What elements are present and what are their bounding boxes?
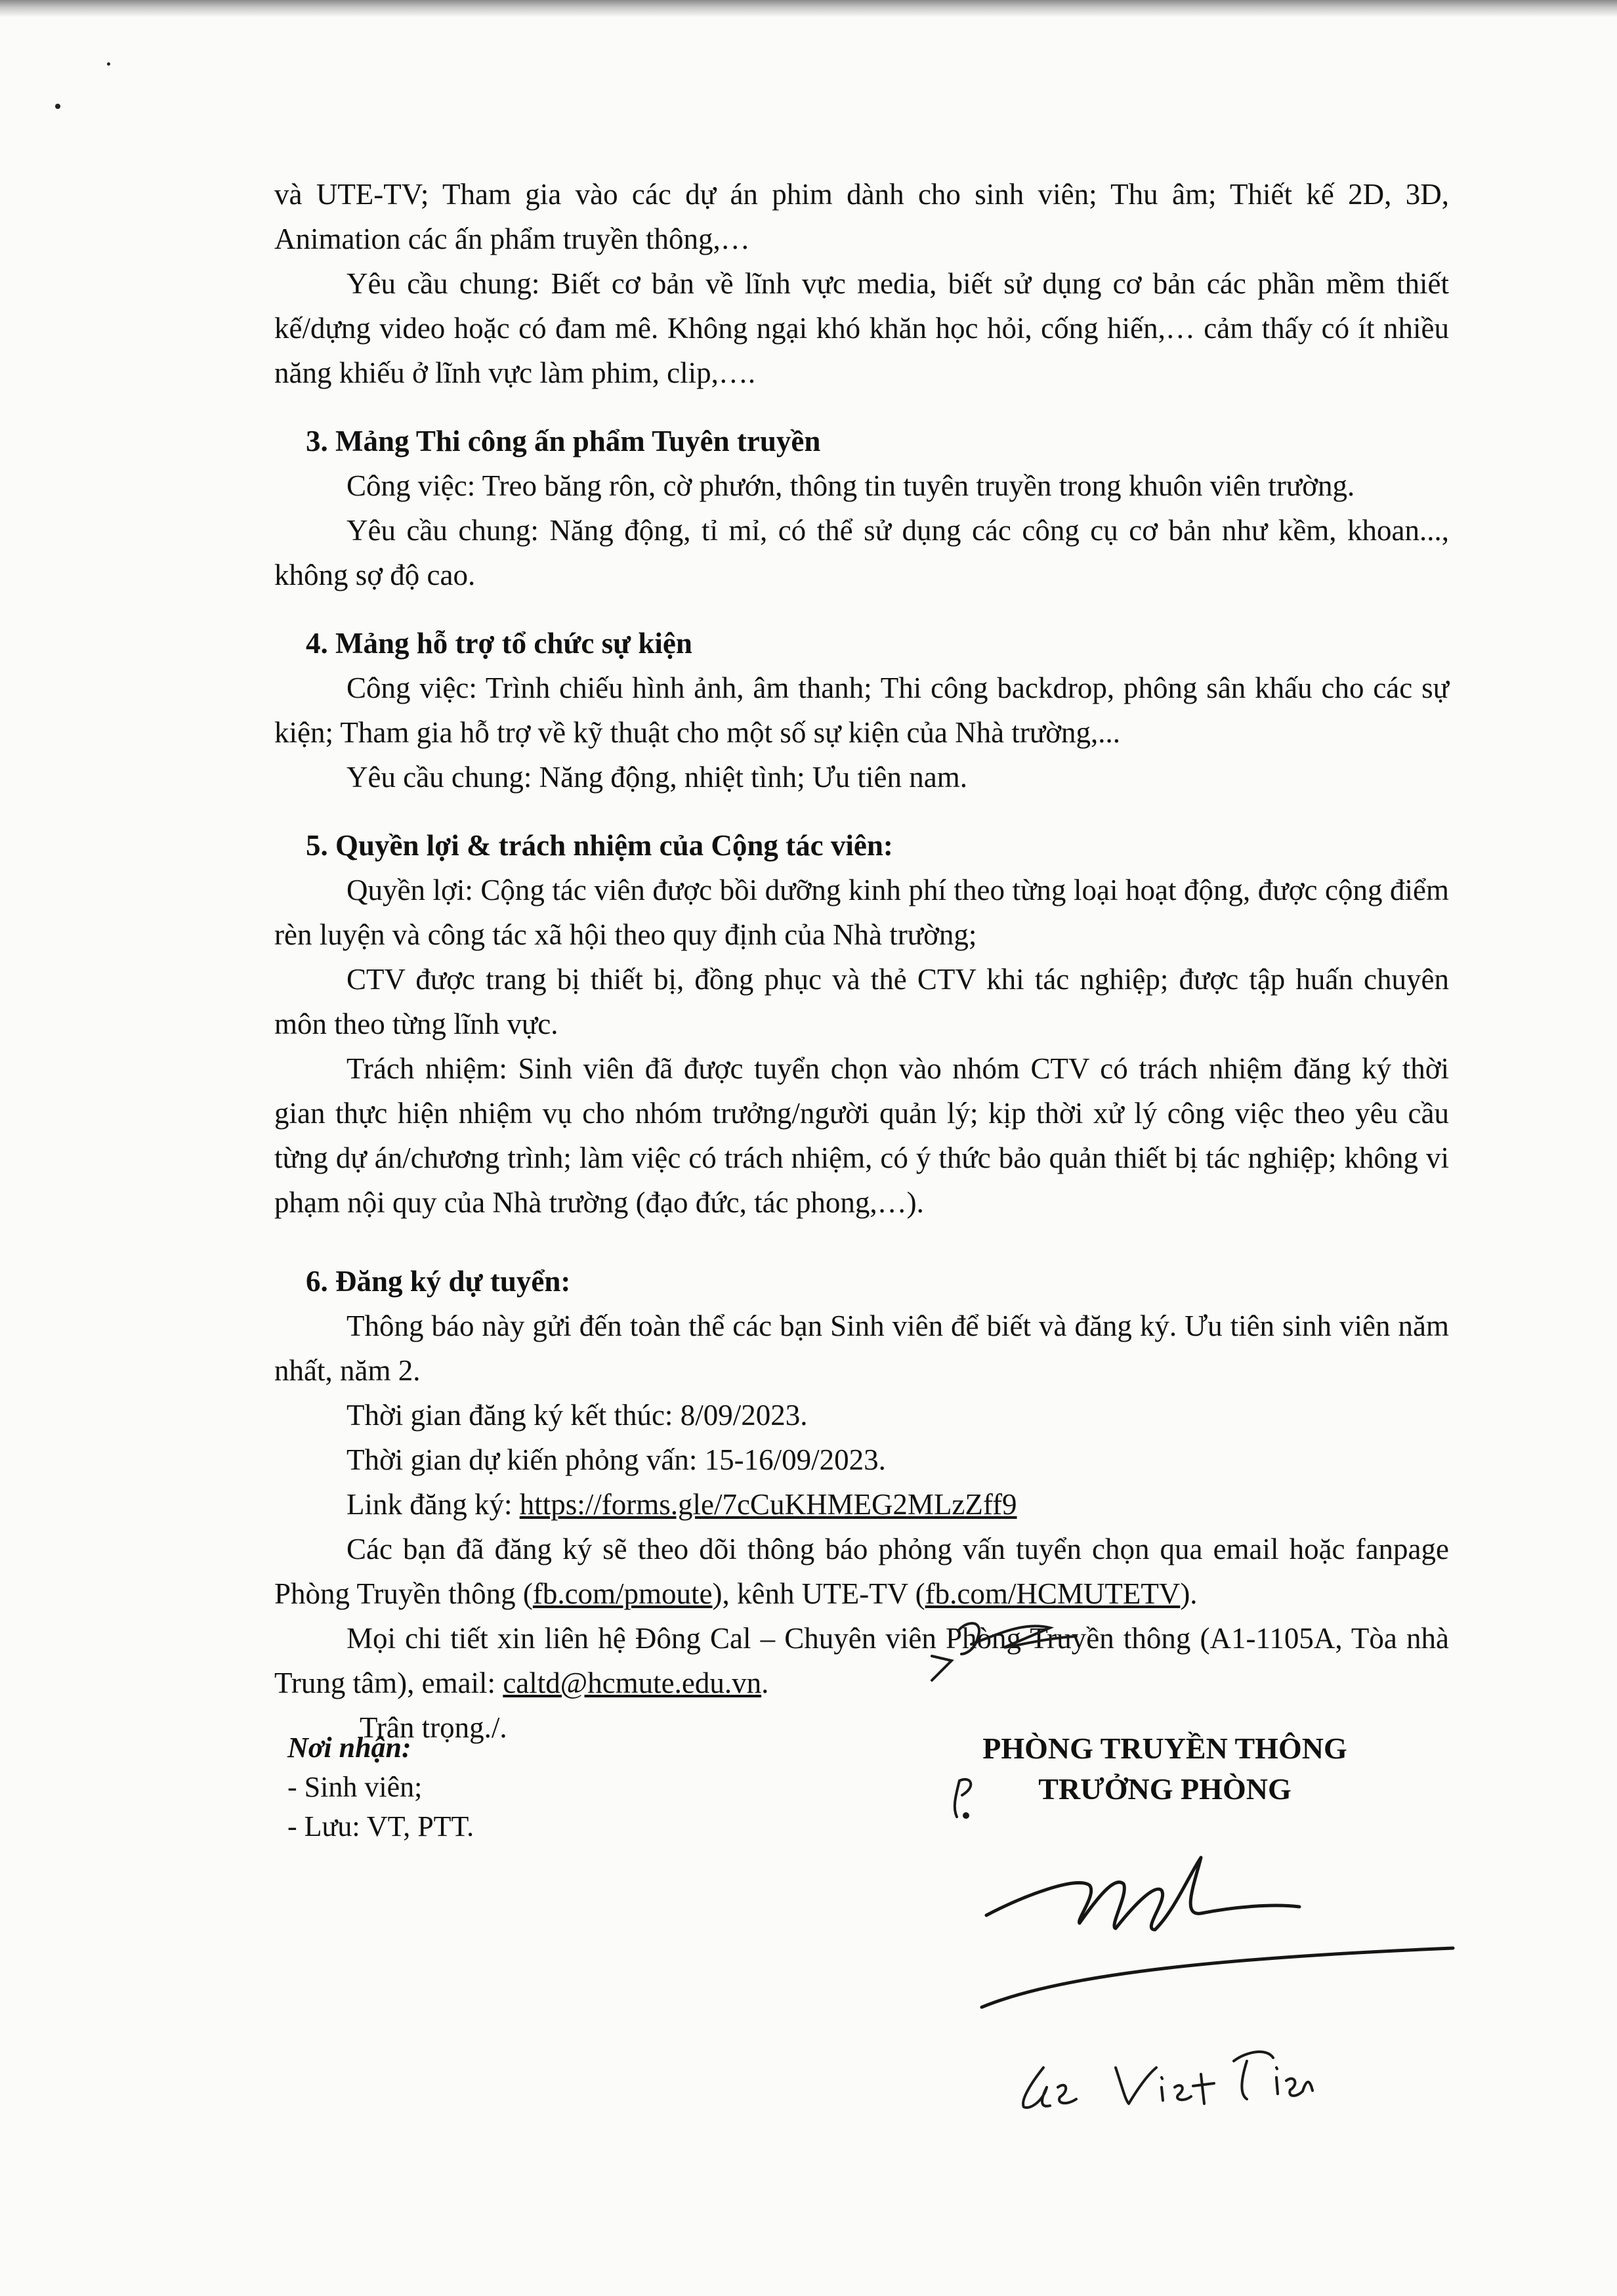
role-title: TRƯỞNG PHÒNG <box>1038 1772 1292 1806</box>
ute-tv-link[interactable]: fb.com/HCMUTETV <box>925 1577 1181 1610</box>
follow-notice <box>274 1527 1449 1616</box>
section-5-line: Quyền lợi: Cộng tác viên được bồi dưỡng kinh phí theo từng loại hoạt động, được cộng điểm rèn luyện và công tác xã hội theo quy định của Nhà trường; <box>274 874 1449 951</box>
paragraph-requirements: Yêu cầu chung: Biết cơ bản về lĩnh vực media, biết sử dụng cơ bản các phần mềm thiết kế/dựng video hoặc có đam mê. Không ngại khó khăn học hỏi, cống hiến,… cảm thấy có ít nhiều năng khiếu ở lĩnh vực làm phim, clip,…. <box>274 267 1449 389</box>
section-4-heading: 4. Mảng hỗ trợ tổ chức sự kiện <box>306 627 692 660</box>
follow-text: ), kênh UTE-TV ( <box>712 1577 925 1610</box>
registration-deadline: Thời gian đăng ký kết thúc: 8/09/2023. <box>346 1399 808 1432</box>
contact-text: Mọi chi tiết xin liên hệ Đông Cal – Chuyên viên Phòng Truyền thông (A1-1105A, Tòa nhà Trung tâm), email: <box>274 1622 1449 1699</box>
section-3-line: Công việc: Treo băng rôn, cờ phướn, thông tin tuyên truyền trong khuôn viên trường. <box>346 469 1355 502</box>
signature-block <box>915 1728 1414 1810</box>
section-3-line: Yêu cầu chung: Năng động, tỉ mỉ, có thể sử dụng các công cụ cơ bản như kềm, khoan..., không sợ độ cao. <box>274 514 1449 591</box>
document-body <box>274 172 1449 1750</box>
recipient-item: - Sinh viên; <box>287 1771 423 1803</box>
signer-role <box>915 1769 1414 1810</box>
section-4-line: Yêu cầu chung: Năng động, nhiệt tình; Ưu tiên nam. <box>346 761 967 794</box>
registration-link-label: Link đăng ký: <box>346 1488 520 1521</box>
section-4-line: Công việc: Trình chiếu hình ảnh, âm thanh; Thi công backdrop, phông sân khấu cho các sự kiện; Tham gia hỗ trợ về kỹ thuật cho một số sự kiện của Nhà trường,... <box>274 671 1449 749</box>
recipients-title: Nơi nhận: <box>287 1732 411 1764</box>
office-name: PHÒNG TRUYỀN THÔNG <box>982 1732 1347 1765</box>
section-5-heading: 5. Quyền lợi & trách nhiệm của Cộng tác viên: <box>306 829 893 862</box>
section-5-line: CTV được trang bị thiết bị, đồng phục và thẻ CTV khi tác nghiệp; được tập huấn chuyên môn theo từng lĩnh vực. <box>274 963 1449 1040</box>
follow-text: Các bạn đã đăng ký sẽ theo dõi thông báo phỏng vấn tuyển chọn qua email hoặc fanpage Phòng Truyền thông ( <box>274 1533 1449 1610</box>
signature-mark <box>982 1858 1453 2007</box>
contact-email-link[interactable]: caltd@hcmute.edu.vn <box>503 1667 762 1699</box>
section-6-heading: 6. Đăng ký dự tuyển: <box>306 1265 571 1298</box>
contact-info <box>274 1616 1449 1705</box>
handwritten-name <box>1023 2052 1312 2108</box>
registration-intro: Thông báo này gửi đến toàn thể các bạn Sinh viên để biết và đăng ký. Ưu tiên sinh viên năm nhất, năm 2. <box>274 1309 1449 1387</box>
closing-line: Trân trọng./. <box>360 1711 507 1744</box>
interview-date: Thời gian dự kiến phỏng vấn: 15-16/09/2023. <box>346 1443 886 1476</box>
scan-speck <box>107 62 110 66</box>
scan-speck <box>55 104 60 109</box>
registration-link-line <box>274 1482 1449 1527</box>
scan-edge-shadow <box>0 0 1617 17</box>
follow-text: ). <box>1180 1577 1198 1610</box>
recipient-item: - Lưu: VT, PTT. <box>287 1810 474 1842</box>
recipients-block <box>287 1728 474 1846</box>
registration-link[interactable]: https://forms.gle/7cCuKHMEG2MLzZff9 <box>519 1488 1017 1521</box>
section-3-heading: 3. Mảng Thi công ấn phẩm Tuyên truyền <box>306 425 821 457</box>
fanpage-link[interactable]: fb.com/pmoute <box>532 1577 713 1610</box>
contact-text: . <box>761 1667 769 1699</box>
paragraph-continuation: và UTE-TV; Tham gia vào các dự án phim dành cho sinh viên; Thu âm; Thiết kế 2D, 3D, Animation các ấn phẩm truyền thông,… <box>274 178 1449 255</box>
section-5-line: Trách nhiệm: Sinh viên đã được tuyển chọn vào nhóm CTV có trách nhiệm đăng ký thời gian thực hiện nhiệm vụ cho nhóm trưởng/người quản lý; kịp thời xử lý công việc theo yêu cầu từng dự án/chương trình; làm việc có trách nhiệm, có ý thức bảo quản thiết bị tác nghiệp; không vi phạm nội quy của Nhà trường (đạo đức, tác phong,…). <box>274 1052 1449 1219</box>
